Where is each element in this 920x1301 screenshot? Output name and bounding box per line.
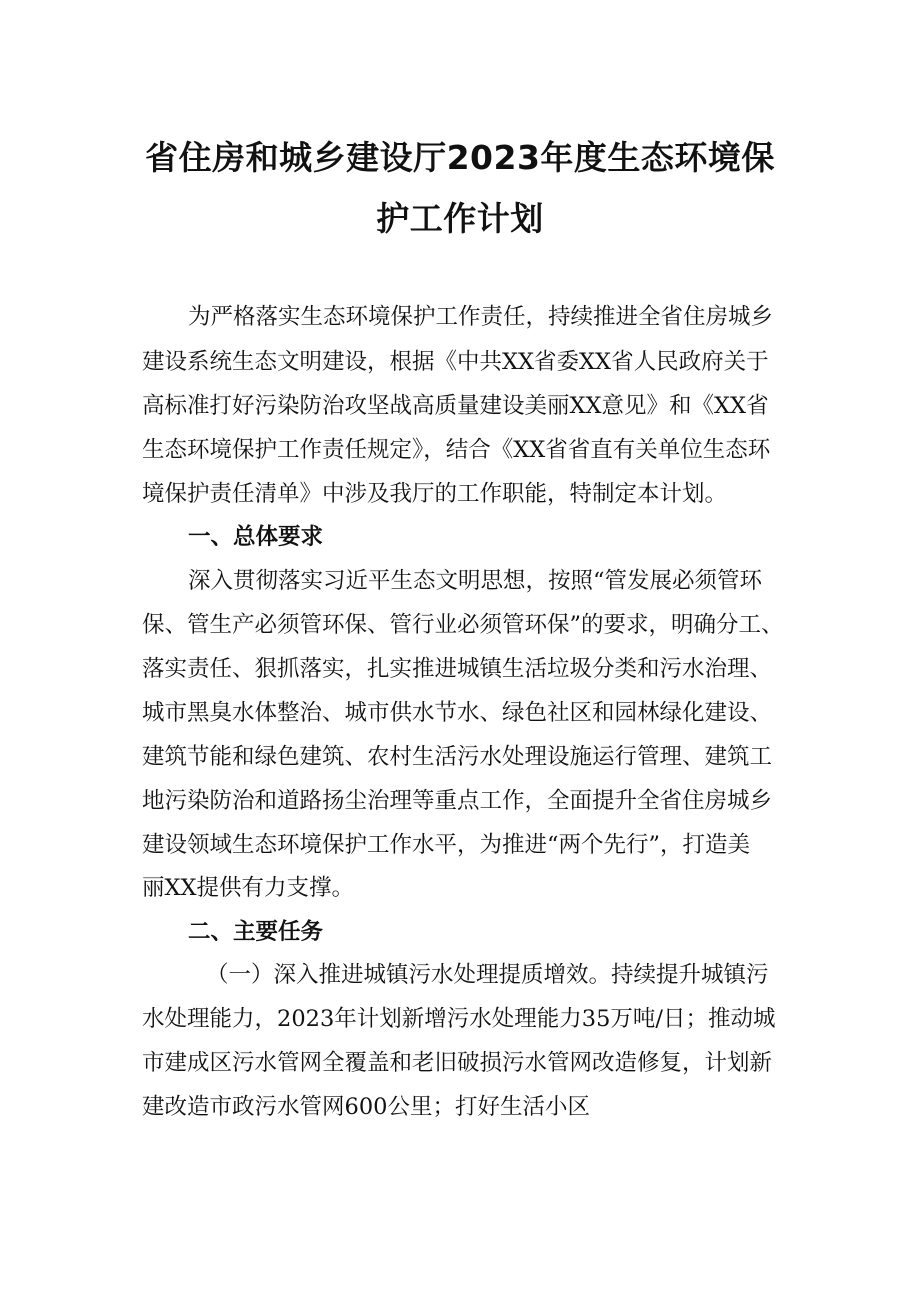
section1-line: 城市黑臭水体整治、城市供水节水、绿色社区和园林绿化建设、 — [142, 700, 773, 726]
section1-line: 丽XX提供有力支撑。 — [142, 875, 355, 901]
document-title-line-2: 护工作计划 — [376, 199, 544, 238]
section2-line: 市建成区污水管网全覆盖和老旧破损污水管网改造修复，计划新 — [142, 1050, 773, 1076]
intro-line: 境保护责任清单》中涉及我厅的工作职能，特制定本计划。 — [142, 481, 728, 507]
intro-line: 生态环境保护工作责任规定》，结合《XX省省直有关单位生态环 — [142, 437, 771, 463]
section2-line: （一）深入推进城镇污水处理提质增效。持续提升城镇污 — [206, 962, 769, 988]
section1-line: 落实责任、狠抓落实，扎实推进城镇生活垃圾分类和污水治理、 — [142, 656, 773, 682]
intro-line: 为严格落实生态环境保护工作责任，持续推进全省住房城乡 — [188, 304, 774, 330]
section1-line: 深入贯彻落实习近平生态文明思想，按照“管发展必须管环 — [188, 568, 763, 594]
document-title-line-1: 省住房和城乡建设厅2023年度生态环境保 — [145, 138, 775, 177]
section-heading-general-requirements: 一、总体要求 — [188, 524, 324, 550]
section1-line: 保、管生产必须管环保、管行业必须管环保”的要求，明确分工、 — [142, 612, 784, 638]
section-heading-main-tasks: 二、主要任务 — [188, 919, 324, 945]
section1-line: 地污染防治和道路扬尘治理等重点工作，全面提升全省住房城乡 — [142, 788, 773, 814]
section2-line: 水处理能力，2023年计划新增污水处理能力35万吨/日；推动城 — [142, 1006, 776, 1032]
intro-line: 高标准打好污染防治攻坚战高质量建设美丽XX意见》和《XX省 — [142, 393, 769, 419]
intro-line: 建设系统生态文明建设，根据《中共XX省委XX省人民政府关于 — [142, 349, 769, 375]
section1-line: 建设领域生态环境保护工作水平，为推进“两个先行”，打造美 — [142, 832, 751, 858]
section2-line: 建改造市政污水管网600公里；打好生活小区 — [142, 1094, 590, 1120]
section1-line: 建筑节能和绿色建筑、农村生活污水处理设施运行管理、建筑工 — [142, 744, 773, 770]
